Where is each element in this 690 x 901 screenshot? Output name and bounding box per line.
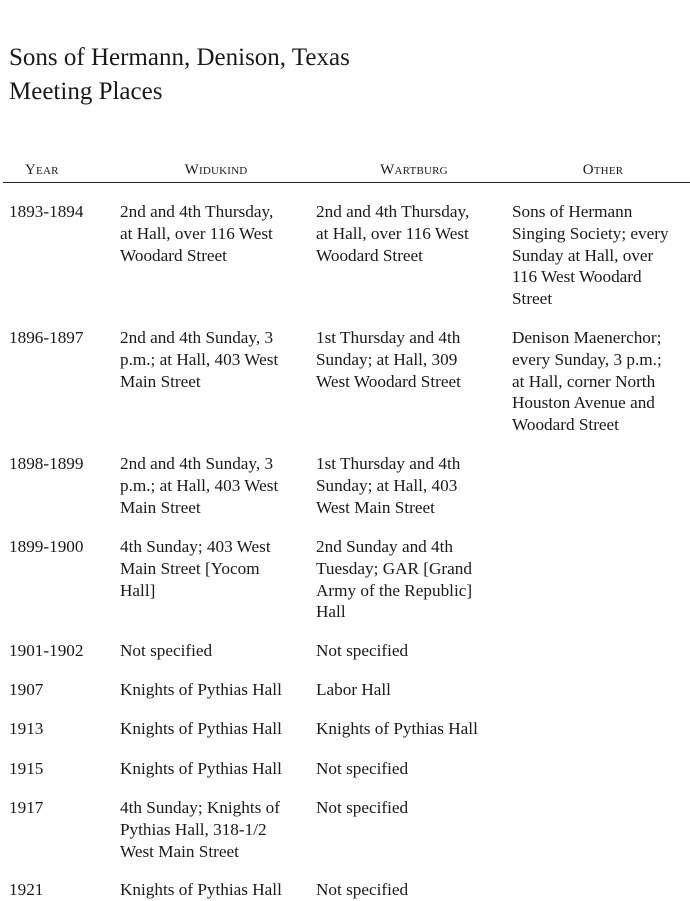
cell-year: 1917: [9, 798, 44, 817]
cell-year: 1921: [9, 880, 44, 899]
cell-widukind: 2nd and 4th Sunday, 3 p.m.; at Hall, 403 West Main Street: [120, 454, 279, 517]
cell-year: 1913: [9, 719, 44, 738]
cell-wartburg: 1st Thursday and 4th Sunday; at Hall, 403 West Main Street: [316, 454, 461, 517]
header-year: Year: [25, 162, 59, 178]
cell-other: Sons of Hermann Singing Society; every Sunday at Hall, over 116 West Woodard Street: [512, 202, 669, 309]
cell-year: 1901-1902: [9, 641, 84, 660]
cell-wartburg: 1st Thursday and 4th Sunday; at Hall, 309 West Woodard Street: [316, 328, 461, 391]
cell-wartburg: Not specified: [316, 880, 409, 899]
cell-other: Denison Maenerchor; every Sunday, 3 p.m.; at Hall, corner North Houston Avenue and Woodard Street: [512, 328, 662, 435]
cell-year: 1915: [9, 759, 44, 778]
cell-wartburg: 2nd Sunday and 4th Tuesday; GAR [Grand Army of the Republic] Hall: [316, 537, 473, 622]
document-title: [9, 41, 350, 109]
cell-wartburg: 2nd and 4th Thursday, at Hall, over 116 West Woodard Street: [316, 202, 470, 265]
header-widukind: Widukind: [184, 162, 248, 178]
cell-wartburg: Not specified: [316, 798, 409, 817]
cell-wartburg: Knights of Pythias Hall: [316, 719, 478, 738]
cell-widukind: 4th Sunday; 403 West Main Street [Yocom Hall]: [120, 537, 271, 600]
meeting-places-table: [0, 159, 690, 899]
cell-year: 1898-1899: [9, 454, 84, 473]
cell-widukind: Not specified: [120, 641, 213, 660]
header-wartburg: Wartburg: [380, 162, 448, 178]
cell-widukind: 2nd and 4th Sunday, 3 p.m.; at Hall, 403 West Main Street: [120, 328, 279, 391]
cell-wartburg: Labor Hall: [316, 680, 391, 699]
cell-widukind: Knights of Pythias Hall: [120, 759, 282, 778]
cell-year: 1899-1900: [9, 537, 84, 556]
cell-wartburg: Not specified: [316, 641, 409, 660]
cell-widukind: Knights of Pythias Hall: [120, 880, 282, 899]
cell-widukind: Knights of Pythias Hall: [120, 719, 282, 738]
cell-year: 1907: [9, 680, 44, 699]
cell-wartburg: Not specified: [316, 759, 409, 778]
cell-widukind: Knights of Pythias Hall: [120, 680, 282, 699]
title-line-1: Sons of Hermann, Denison, Texas: [9, 44, 350, 71]
table-header-row: [3, 159, 690, 183]
cell-widukind: 4th Sunday; Knights of Pythias Hall, 318-1/2 West Main Street: [120, 798, 280, 861]
header-other: Other: [582, 162, 624, 178]
cell-year: 1896-1897: [9, 328, 84, 347]
cell-widukind: 2nd and 4th Thursday, at Hall, over 116 West Woodard Street: [120, 202, 274, 265]
cell-year: 1893-1894: [9, 202, 84, 221]
title-line-2: Meeting Places: [9, 78, 163, 105]
